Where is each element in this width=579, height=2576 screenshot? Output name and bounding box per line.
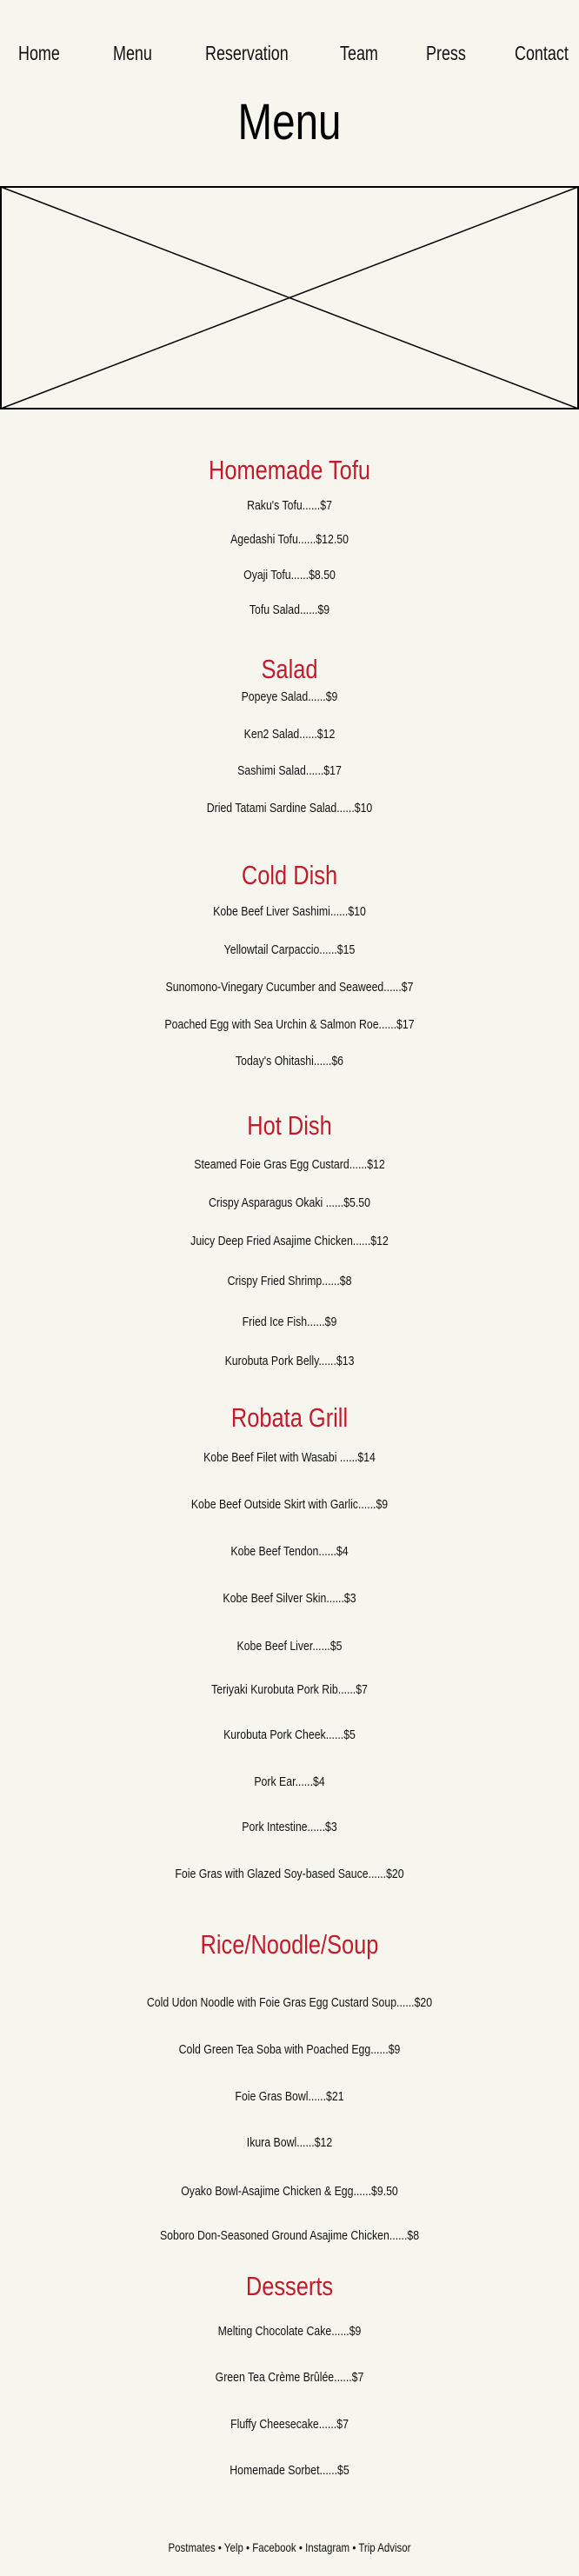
- menu-item: Kobe Beef Outside Skirt with Garlic......$9: [190, 1497, 389, 1512]
- menu-item: Juicy Deep Fried Asajime Chicken......$12: [190, 1234, 389, 1248]
- menu-item: Kobe Beef Silver Skin......$3: [223, 1591, 356, 1606]
- main-nav: [0, 42, 579, 77]
- menu-item: Kurobuta Pork Belly......$13: [224, 1354, 355, 1368]
- menu-item: Steamed Foie Gras Egg Custard......$12: [194, 1157, 385, 1172]
- footer-separator: •: [215, 2540, 224, 2554]
- menu-item: Teriyaki Kurobuta Pork Rib......$7: [211, 1682, 368, 1697]
- menu-item: Kobe Beef Liver......$5: [236, 1639, 343, 1654]
- menu-item: Pork Intestine......$3: [242, 1820, 337, 1834]
- footer-separator: •: [349, 2540, 359, 2554]
- menu-item: Yellowtail Carpaccio......$15: [223, 942, 356, 957]
- menu-item: Soboro Don-Seasoned Ground Asajime Chicken......$8: [159, 2228, 420, 2243]
- nav-menu-link[interactable]: Menu: [113, 42, 152, 64]
- menu-item: Pork Ear......$4: [254, 1774, 325, 1789]
- menu-item: Fried Ice Fish......$9: [242, 1315, 337, 1329]
- menu-item: Green Tea Crème Brûlée......$7: [215, 2370, 364, 2385]
- footer-separator: •: [243, 2540, 253, 2554]
- section-title-homemade-tofu: Homemade Tofu: [208, 455, 371, 485]
- menu-item: Kobe Beef Liver Sashimi......$10: [213, 904, 366, 919]
- menu-item: Ken2 Salad......$12: [243, 727, 336, 742]
- footer-links: [52, 2539, 527, 2555]
- menu-item: Oyako Bowl-Asajime Chicken & Egg......$9.50: [181, 2184, 398, 2199]
- menu-item: Homemade Sorbet......$5: [230, 2463, 349, 2478]
- menu-item: Oyaji Tofu......$8.50: [243, 568, 336, 582]
- menu-item: Ikura Bowl......$12: [246, 2135, 333, 2150]
- menu-item: Kobe Beef Filet with Wasabi ......$14: [203, 1450, 376, 1465]
- menu-item: Cold Green Tea Soba with Poached Egg......$9: [178, 2042, 401, 2057]
- menu-item: Sunomono-Vinegary Cucumber and Seaweed......$7: [165, 980, 414, 995]
- footer-yelp-link[interactable]: Yelp: [223, 2540, 243, 2554]
- menu-item: Crispy Asparagus Okaki ......$5.50: [209, 1195, 370, 1210]
- menu-item: Foie Gras with Glazed Soy-based Sauce......$20: [175, 1867, 404, 1881]
- menu-item: Foie Gras Bowl......$21: [235, 2089, 344, 2104]
- menu-item: Raku's Tofu......$7: [247, 498, 332, 513]
- section-title-salad: Salad: [261, 654, 318, 684]
- nav-contact-link[interactable]: Contact: [515, 42, 569, 64]
- menu-item: Kobe Beef Tendon......$4: [230, 1544, 349, 1559]
- menu-item: Cold Udon Noodle with Foie Gras Egg Custard Soup......$20: [146, 1995, 433, 2010]
- menu-item: Dried Tatami Sardine Salad......$10: [206, 801, 373, 815]
- menu-item: Melting Chocolate Cake......$9: [217, 2324, 362, 2339]
- footer-separator: •: [296, 2540, 306, 2554]
- menu-item: Crispy Fried Shrimp......$8: [227, 1274, 352, 1288]
- menu-item: Fluffy Cheesecake......$7: [230, 2417, 349, 2432]
- menu-item: Agedashi Tofu......$12.50: [230, 532, 349, 547]
- menu-item: Sashimi Salad......$17: [237, 763, 342, 778]
- menu-item: Kurobuta Pork Cheek......$5: [223, 1727, 356, 1742]
- section-title-cold-dish: Cold Dish: [241, 860, 338, 890]
- nav-home-link[interactable]: Home: [18, 42, 60, 64]
- footer-tripadvisor-link[interactable]: Trip Advisor: [358, 2540, 411, 2554]
- footer-facebook-link[interactable]: Facebook: [252, 2540, 296, 2554]
- menu-item: Poached Egg with Sea Urchin & Salmon Roe......$17: [164, 1017, 415, 1032]
- section-title-hot-dish: Hot Dish: [247, 1110, 332, 1141]
- footer-postmates-link[interactable]: Postmates: [168, 2540, 216, 2554]
- menu-item: Popeye Salad......$9: [241, 689, 338, 704]
- nav-team-link[interactable]: Team: [340, 42, 378, 64]
- nav-press-link[interactable]: Press: [426, 42, 466, 64]
- section-title-robata-grill: Robata Grill: [230, 1402, 349, 1433]
- menu-item: Tofu Salad......$9: [249, 602, 330, 617]
- section-title-rice-noodle-soup: Rice/Noodle/Soup: [200, 1929, 379, 1960]
- page-title: Menu: [237, 94, 342, 150]
- nav-reservation-link[interactable]: Reservation: [205, 42, 289, 64]
- section-title-desserts: Desserts: [245, 2271, 334, 2301]
- footer-instagram-link[interactable]: Instagram: [305, 2540, 350, 2554]
- image-placeholder: [0, 186, 579, 409]
- menu-item: Today's Ohitashi......$6: [235, 1054, 344, 1068]
